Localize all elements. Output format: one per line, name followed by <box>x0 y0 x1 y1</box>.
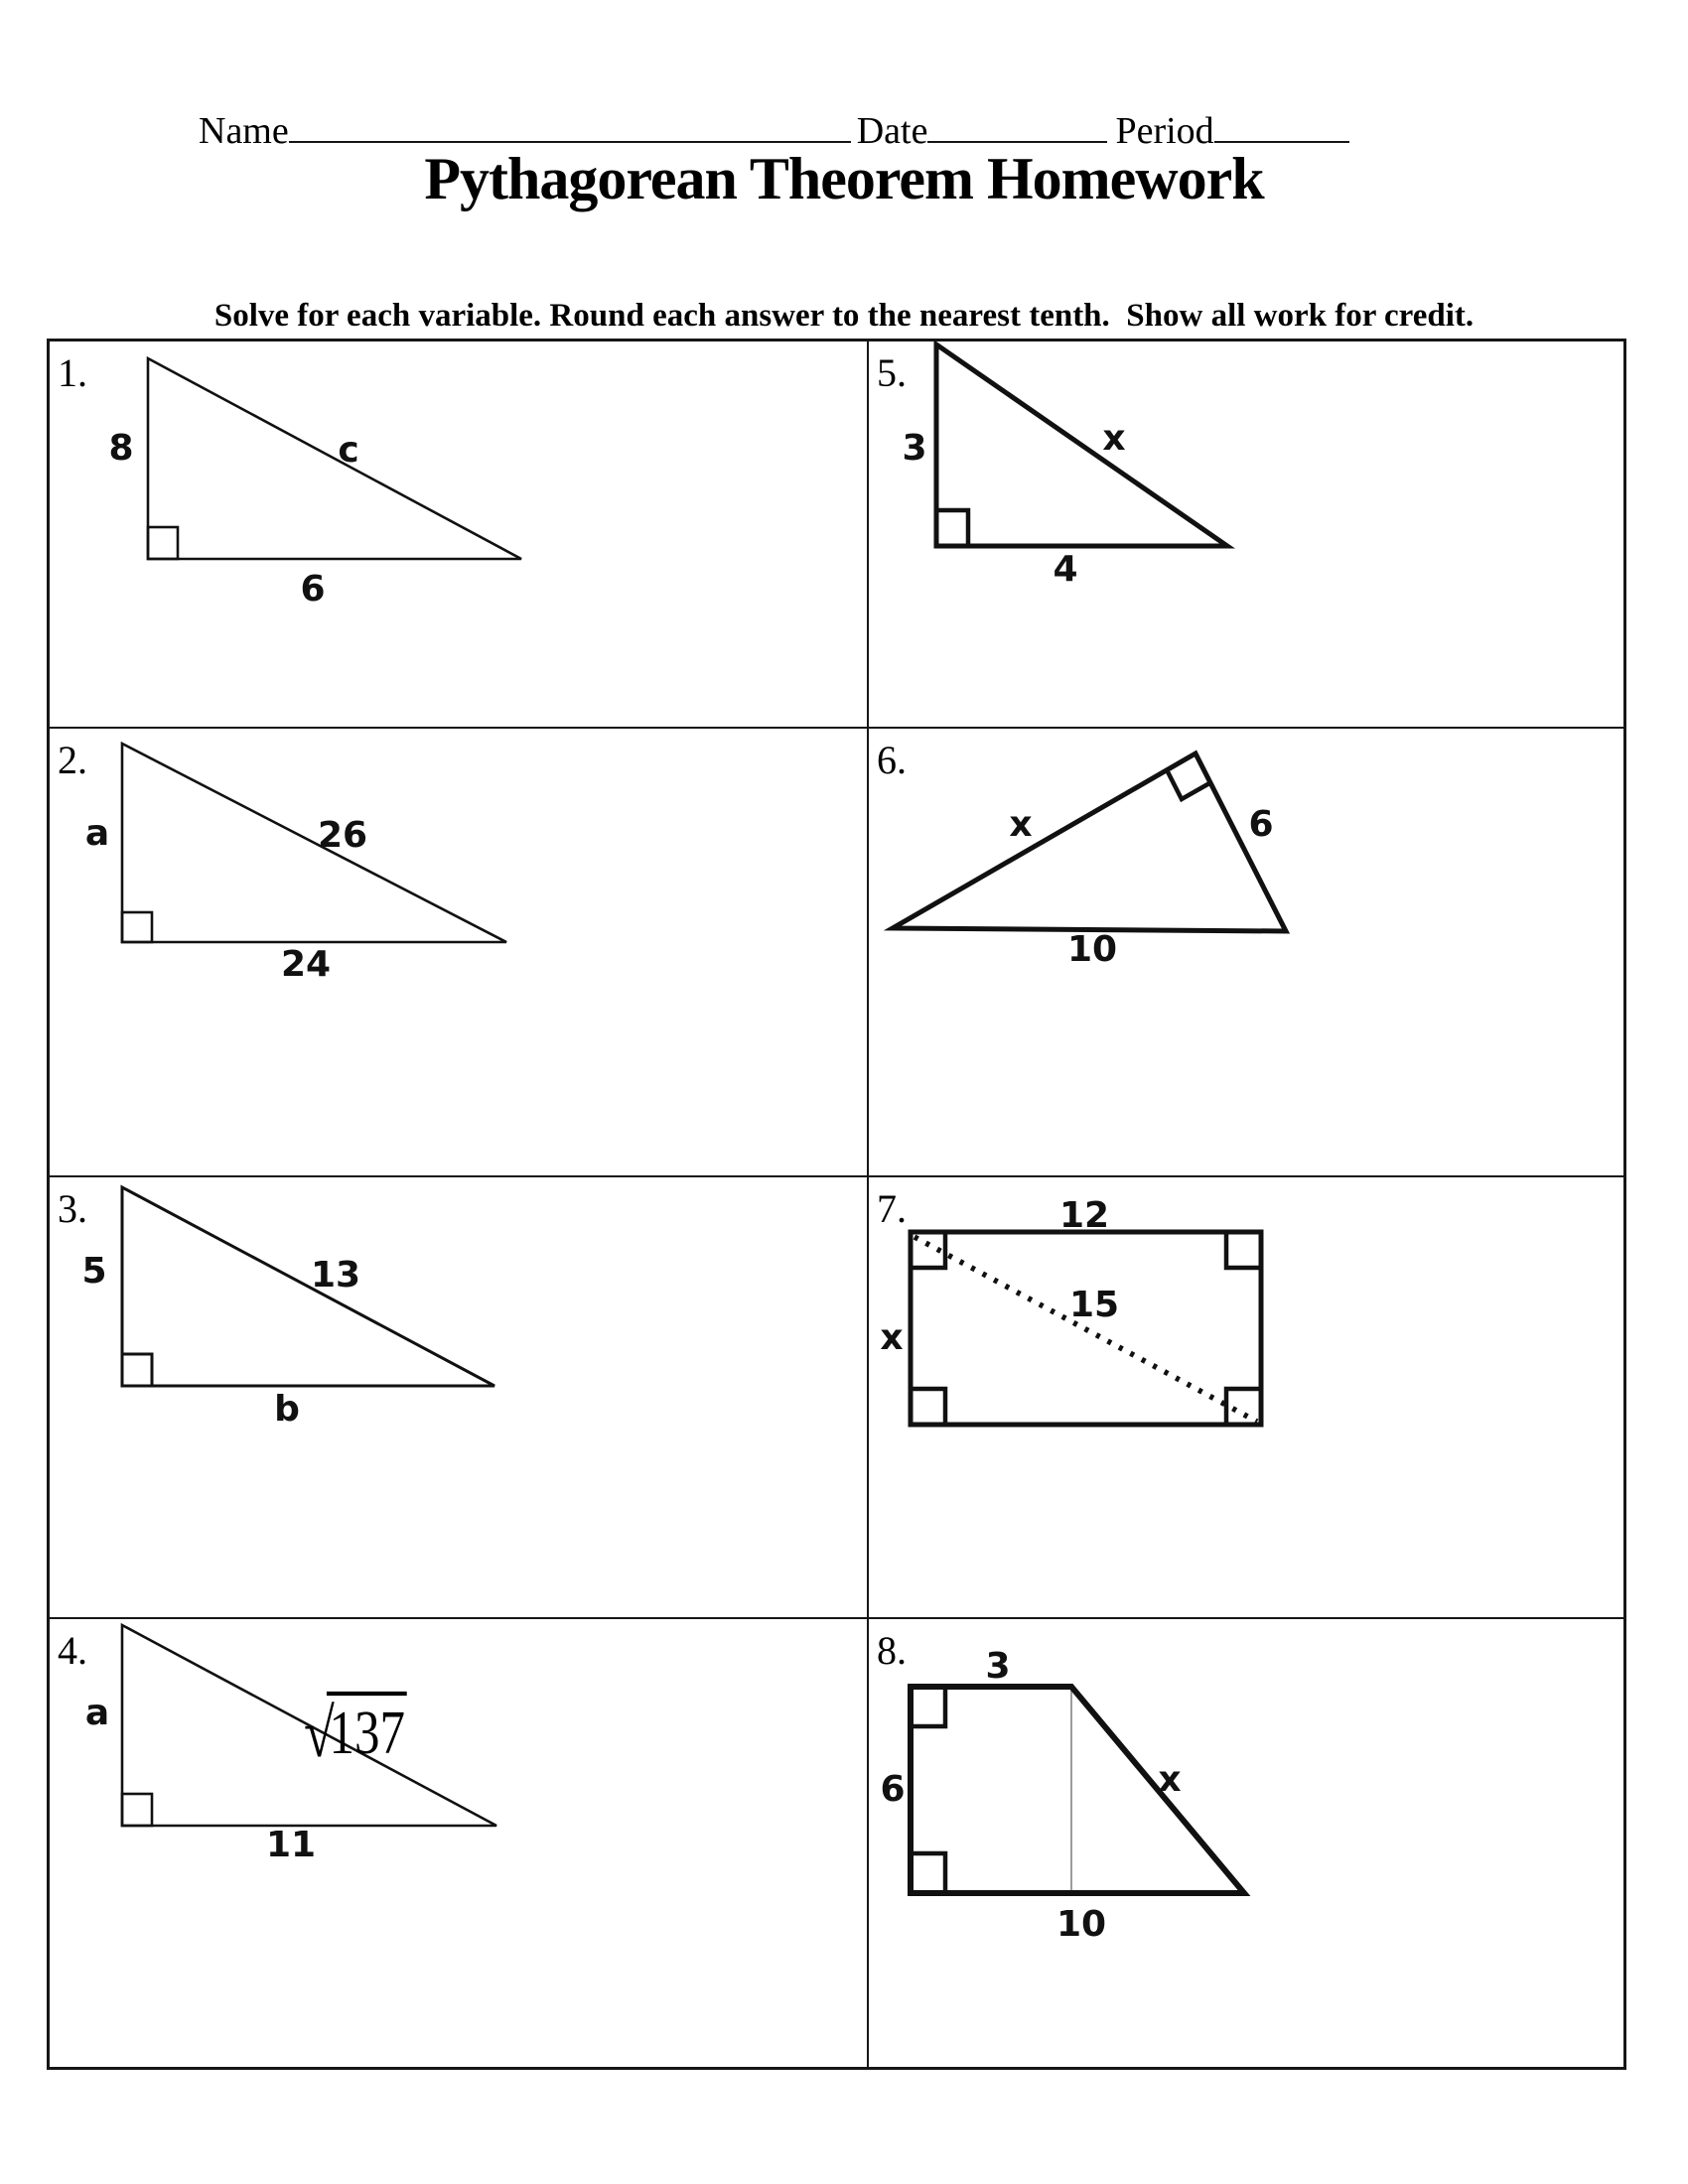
radicand: 137 <box>329 1698 405 1768</box>
left-side-label: x <box>880 1317 904 1358</box>
problems-grid <box>47 339 1626 2070</box>
problem-8-diagram <box>869 1619 1627 2071</box>
right-angle-icon <box>122 1794 152 1826</box>
triangle-outline <box>936 344 1227 546</box>
name-blank-line <box>289 103 851 143</box>
right-angle-icon <box>122 912 152 942</box>
problem-2-cell <box>50 729 869 1177</box>
bottom-leg-label: 6 <box>300 569 326 610</box>
left-leg-label: 3 <box>902 428 927 469</box>
radical-sign: √ <box>304 1695 335 1772</box>
problem-5-cell <box>869 341 1623 729</box>
problem-4-number: 4. <box>58 1628 87 1673</box>
date-label: Date <box>856 110 928 152</box>
right-angle-icon-top-right <box>1226 1232 1261 1268</box>
problem-5-diagram <box>869 341 1627 729</box>
right-angle-icon-top-left <box>911 1687 945 1726</box>
right-angle-icon <box>936 510 968 546</box>
problem-3-number: 3. <box>58 1186 87 1231</box>
problem-5-number: 5. <box>877 350 907 395</box>
problem-7-number: 7. <box>877 1186 907 1231</box>
diagonal-label: 15 <box>1068 1285 1120 1325</box>
hypotenuse-label: x <box>1102 418 1126 459</box>
right-angle-icon <box>122 1354 152 1386</box>
problem-6-diagram <box>869 729 1627 1177</box>
problem-7-diagram <box>869 1177 1627 1619</box>
right-side-label: 6 <box>1248 804 1274 845</box>
period-label: Period <box>1115 110 1214 152</box>
problem-4-cell <box>50 1619 869 2067</box>
left-leg-label: 5 <box>81 1251 107 1292</box>
triangle-outline <box>122 744 506 942</box>
bottom-side-label: 10 <box>1055 1904 1107 1945</box>
name-label: Name <box>199 110 289 152</box>
problem-8-cell <box>869 1619 1623 2067</box>
left-leg-label: 8 <box>108 428 134 469</box>
problem-2-number: 2. <box>58 738 87 782</box>
problem-3-cell <box>50 1177 869 1619</box>
diagonal-dotted-line <box>914 1237 1257 1422</box>
right-angle-icon <box>148 527 178 559</box>
base-label: 10 <box>1066 929 1118 970</box>
bottom-leg-label: b <box>274 1389 300 1430</box>
top-side-label: 12 <box>1058 1195 1110 1236</box>
triangle-outline <box>893 753 1286 931</box>
instruction-text: Solve for each variable. Round each answer to the nearest tenth. Show all work for credit. <box>213 298 1475 334</box>
problem-6-number: 6. <box>877 738 907 782</box>
problem-2-diagram <box>50 729 869 1177</box>
bottom-leg-label: 11 <box>265 1825 317 1865</box>
problem-7-cell <box>869 1177 1623 1619</box>
hypotenuse-label: 13 <box>310 1255 361 1296</box>
hypotenuse-label: 26 <box>317 815 368 856</box>
left-leg-label: a <box>84 1693 110 1733</box>
left-side-label: 6 <box>880 1769 906 1810</box>
problem-4-diagram <box>50 1619 869 2071</box>
period-blank-line <box>1214 103 1349 143</box>
problem-6-cell <box>869 729 1623 1177</box>
left-leg-label: a <box>84 813 110 854</box>
right-angle-icon-bottom-right <box>1226 1389 1261 1425</box>
problem-8-number: 8. <box>877 1628 907 1673</box>
right-angle-icon-bottom-left <box>911 1389 945 1425</box>
bottom-leg-label: 4 <box>1053 549 1078 590</box>
right-angle-icon-bottom-left <box>911 1853 945 1893</box>
problem-1-diagram <box>50 341 869 729</box>
hypotenuse-radical-label <box>304 1694 407 1771</box>
date-blank-line <box>927 103 1107 143</box>
problem-1-cell <box>50 341 869 729</box>
top-side-label: 3 <box>985 1646 1011 1687</box>
slant-side-label: x <box>1158 1759 1182 1800</box>
triangle-outline <box>148 358 521 559</box>
problem-1-number: 1. <box>58 350 87 395</box>
problem-3-diagram <box>50 1177 869 1619</box>
bottom-leg-label: 24 <box>280 944 332 985</box>
triangle-outline <box>122 1187 494 1386</box>
trapezoid-outline <box>911 1687 1244 1893</box>
hypotenuse-label: c <box>338 430 359 471</box>
left-side-label: x <box>1009 804 1033 845</box>
page-title: Pythagorean Theorem Homework <box>424 146 1264 211</box>
